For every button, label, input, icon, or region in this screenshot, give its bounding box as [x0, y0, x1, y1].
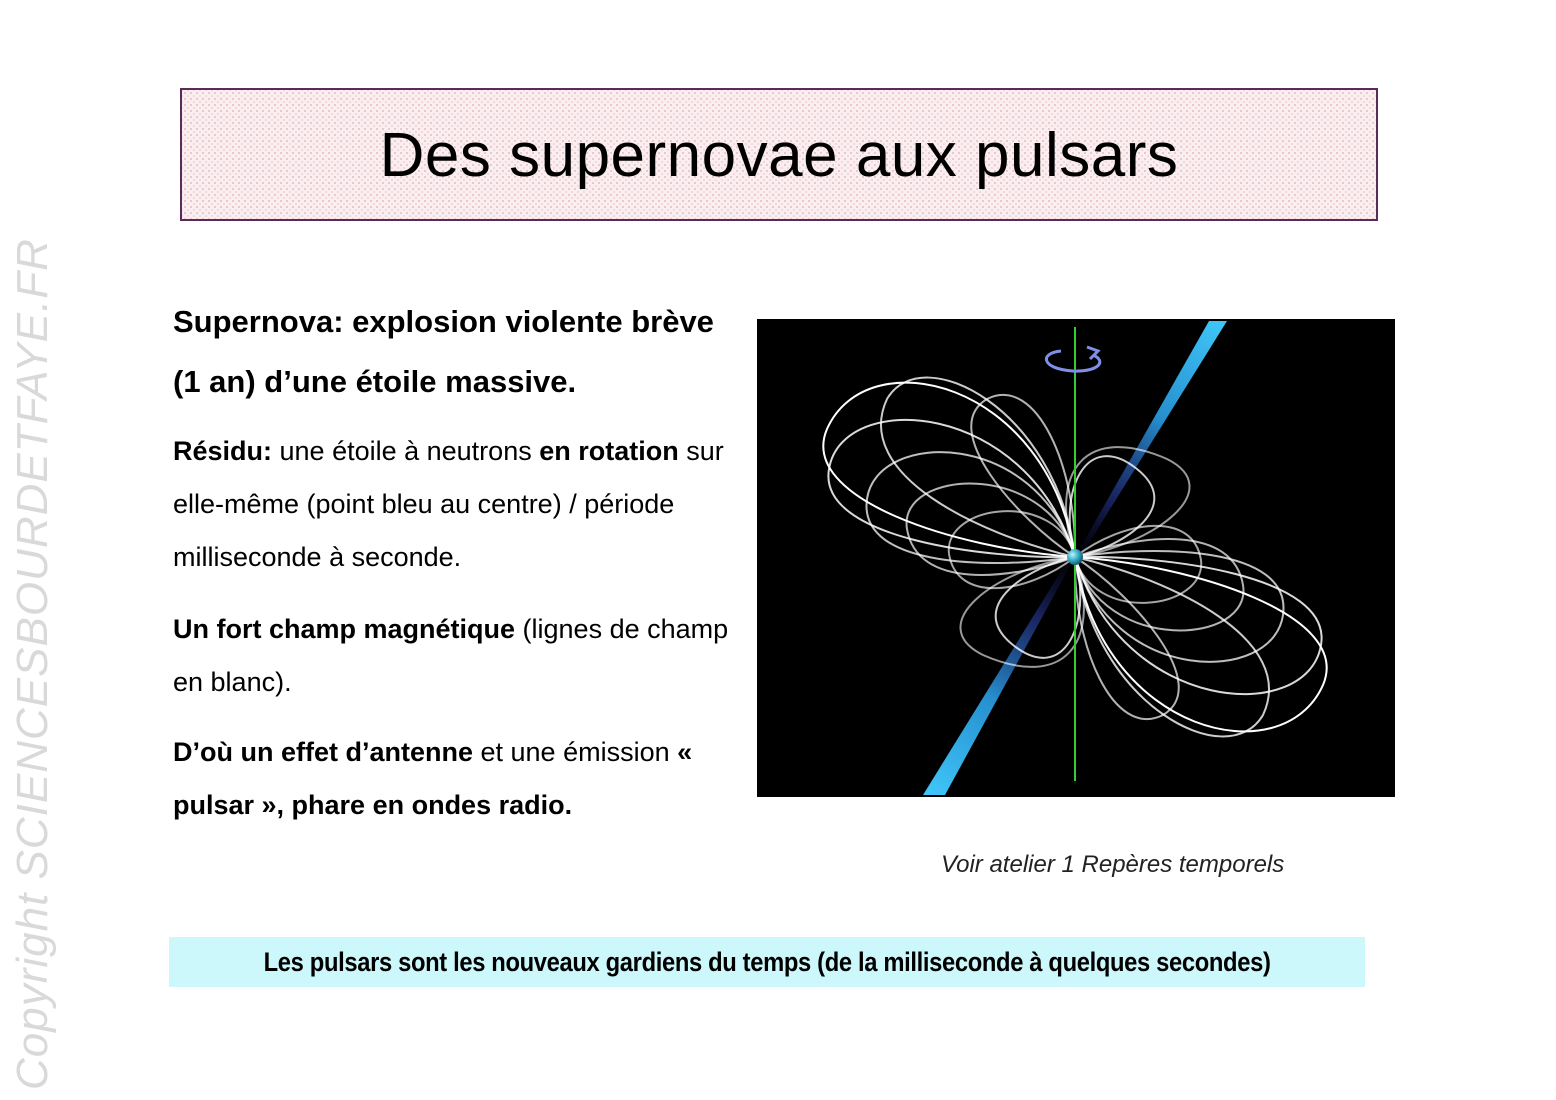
summary-banner [169, 937, 1365, 987]
slide-title: Des supernovae aux pulsars [379, 121, 1179, 190]
magnetic-field-text: (lignes de champ en blanc). [173, 614, 729, 697]
field-line [1070, 456, 1155, 557]
text-column [173, 292, 748, 832]
pulsar-emphasis: « pulsar », phare en ondes radio. [173, 737, 693, 820]
summary-text: Les pulsars sont les nouveaux gardiens du temps (de la milliseconde à quelques secondes) [263, 946, 1271, 977]
radio-beam-lower [923, 555, 1075, 795]
neutron-star [1067, 549, 1083, 565]
field-line [1075, 557, 1327, 731]
copyright-watermark: Copyright SCIENCESBOURDETFAYE.FR [8, 238, 57, 1090]
title-box [180, 88, 1378, 221]
supernova-paragraph: Supernova: explosion violente brève (1 an) d’une étoile massive. [173, 304, 714, 399]
residu-label: Résidu: [173, 436, 273, 466]
rotation-emphasis: en rotation [539, 436, 679, 466]
residu-text-1: une étoile à neutrons [272, 436, 540, 466]
residu-paragraph [173, 425, 748, 584]
antenna-paragraph [173, 726, 748, 832]
antenna-text: et une émission [473, 737, 678, 767]
field-line [971, 395, 1075, 557]
antenna-emphasis: D’où un effet d’antenne [173, 737, 473, 767]
residu-text-2: sur elle-même (point bleu au centre) / période milliseconde à seconde. [173, 436, 724, 572]
magnetic-field-paragraph [173, 603, 748, 709]
pulsar-illustration [757, 319, 1395, 797]
magnetic-field-emphasis: Un fort champ magnétique [173, 614, 516, 644]
figure-caption: Voir atelier 1 Repères temporels [941, 851, 1285, 878]
field-line [823, 383, 1075, 557]
field-line [996, 557, 1081, 658]
pulsar-svg [757, 319, 1395, 797]
rotation-arrow-icon [1046, 347, 1099, 371]
field-line [1075, 557, 1179, 719]
